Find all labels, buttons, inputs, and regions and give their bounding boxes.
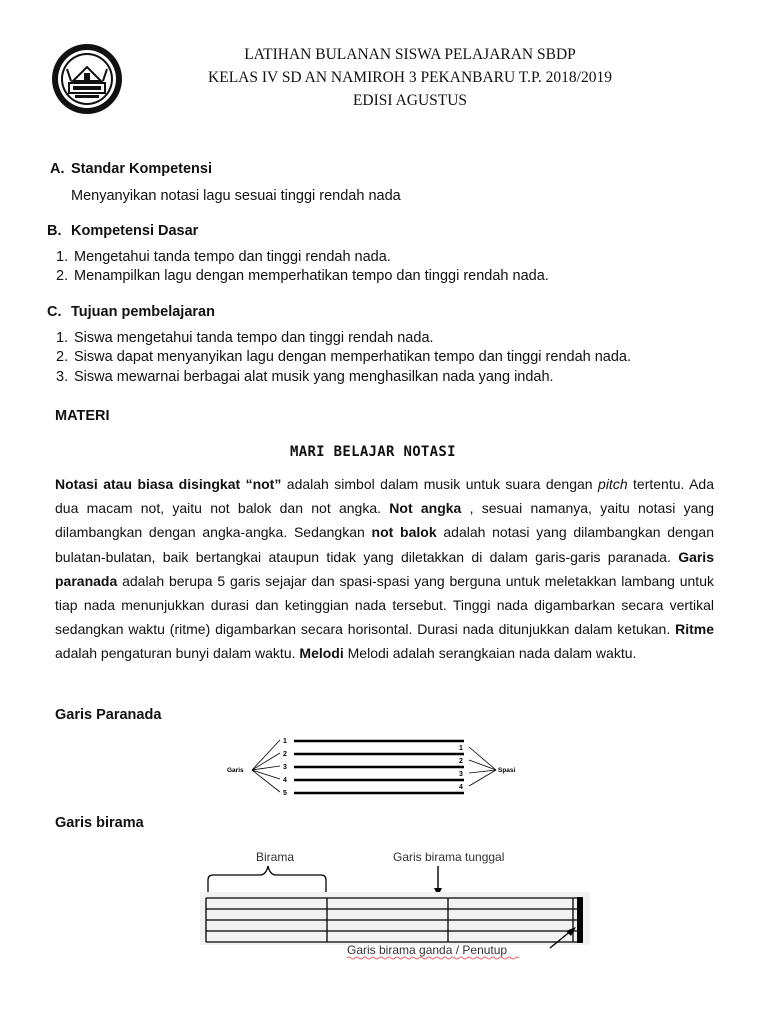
section-c-title: Tujuan pembelajaran bbox=[71, 304, 215, 320]
section-c-item-2-num: 2. bbox=[56, 349, 69, 365]
section-c-marker: C. bbox=[47, 304, 62, 320]
section-b-item-1: Mengetahui tanda tempo dan tinggi rendah nada. bbox=[74, 249, 391, 265]
line-number-5: 5 bbox=[283, 790, 287, 797]
section-a-title: Standar Kompetensi bbox=[71, 161, 212, 177]
spasi-label: Spasi bbox=[498, 767, 516, 774]
paragraph-segment: pitch bbox=[598, 476, 628, 492]
materi-paragraph bbox=[55, 472, 714, 666]
paragraph-segment: Melodi bbox=[299, 645, 344, 662]
paragraph-segment: Not angka bbox=[389, 500, 462, 517]
garis-label: Garis bbox=[227, 767, 244, 774]
line-number-1: 1 bbox=[283, 738, 287, 745]
header-line-1: LATIHAN BULANAN SISWA PELAJARAN SBDP bbox=[244, 46, 576, 63]
section-a-text: Menyanyikan notasi lagu sesuai tinggi rendah nada bbox=[71, 188, 401, 204]
header-line-3: EDISI AGUSTUS bbox=[352, 92, 468, 109]
space-number-4: 4 bbox=[459, 784, 463, 791]
paragraph-segment: adalah simbol dalam musik untuk suara dengan bbox=[281, 476, 599, 492]
header-line-2: KELAS IV SD AN NAMIROH 3 PEKANBARU T.P. 2018/2019 bbox=[208, 69, 612, 86]
section-b-marker: B. bbox=[47, 223, 62, 239]
birama-label: Birama bbox=[256, 850, 295, 864]
school-logo bbox=[51, 43, 123, 115]
pointer-line-5 bbox=[252, 770, 280, 792]
pointer-line-3 bbox=[252, 766, 280, 770]
staff-background bbox=[200, 892, 590, 945]
pointer-line-1 bbox=[252, 740, 280, 770]
section-b-item-1-num: 1. bbox=[56, 249, 69, 265]
paranada-heading: Garis Paranada bbox=[55, 707, 162, 723]
section-c-item-1-num: 1. bbox=[56, 330, 69, 346]
space-number-3: 3 bbox=[459, 771, 463, 778]
paragraph-segment: adalah berupa 5 garis sejajar dan spasi-spasi yang berguna untuk meletakkan lambang untuk tiap nada menunjukkan durasi dan ketinggian nada tersebut. Tinggi nada digambarkan secara vertikal sedangkan waktu (ritme) digambarkan secara horisontal. Durasi nada ditunjukkan dalam ketukan. bbox=[55, 572, 714, 638]
line-number-4: 4 bbox=[283, 777, 287, 784]
pointer-line-4 bbox=[252, 770, 280, 779]
section-c-item-3-num: 3. bbox=[56, 369, 69, 385]
section-a-marker: A. bbox=[50, 161, 65, 177]
paragraph-segment: tertentu. Ada dua macam not, yaitu not balok dan not angka. bbox=[55, 476, 714, 517]
section-b-item-2: Menampilkan lagu dengan memperhatikan tempo dan tinggi rendah nada. bbox=[74, 268, 549, 284]
section-b-item-2-num: 2. bbox=[56, 268, 69, 284]
space-pointer-2 bbox=[469, 760, 496, 770]
paragraph-segment: Notasi atau biasa disingkat “not” bbox=[55, 476, 282, 492]
materi-title: MARI BELAJAR NOTASI bbox=[290, 444, 456, 460]
line-number-2: 2 bbox=[283, 751, 287, 758]
space-number-2: 2 bbox=[459, 758, 463, 765]
space-number-1: 1 bbox=[459, 745, 463, 752]
section-c-item-3: Siswa mewarnai berbagai alat musik yang menghasilkan nada yang indah. bbox=[74, 369, 554, 385]
paranada-diagram bbox=[226, 734, 526, 804]
birama-tunggal-label: Garis birama tunggal bbox=[393, 850, 505, 864]
space-pointer-1 bbox=[469, 747, 496, 770]
birama-bracket bbox=[208, 866, 326, 896]
birama-ganda-label: Garis birama ganda / Penutup bbox=[347, 943, 508, 957]
birama-heading: Garis birama bbox=[55, 815, 144, 831]
paragraph-segment: adalah pengaturan bunyi dalam waktu. bbox=[55, 645, 300, 662]
birama-diagram bbox=[200, 840, 600, 965]
spellcheck-underline bbox=[347, 957, 519, 959]
paragraph-segment: Ritme bbox=[675, 621, 714, 638]
double-bar-thick bbox=[577, 897, 583, 943]
school-logo-icon bbox=[51, 43, 123, 115]
section-b-title: Kompetensi Dasar bbox=[71, 223, 199, 239]
paragraph-segment: Garis paranada bbox=[55, 548, 714, 589]
section-c-item-1: Siswa mengetahui tanda tempo dan tinggi rendah nada. bbox=[74, 330, 434, 346]
line-number-3: 3 bbox=[283, 764, 287, 771]
paragraph-segment: adalah notasi yang dilambangkan dengan bulatan-bulatan, baik bertangkai ataupun tidak yang diletakkan di dalam garis-garis paranada. bbox=[55, 524, 714, 565]
section-c-item-2: Siswa dapat menyanyikan lagu dengan memperhatikan tempo dan tinggi rendah nada. bbox=[74, 349, 632, 365]
paragraph-segment: not balok bbox=[371, 524, 437, 541]
paragraph-segment: , sesuai namanya, yaitu notasi yang dilambangkan dengan angka-angka. Sedangkan bbox=[55, 500, 714, 541]
paragraph-segment: Melodi adalah serangkaian nada dalam waktu. bbox=[343, 645, 637, 662]
materi-label: MATERI bbox=[55, 408, 110, 424]
